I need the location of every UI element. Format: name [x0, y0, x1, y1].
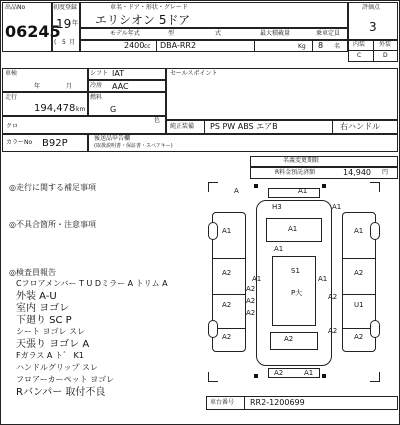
shift-value: IAT	[112, 69, 125, 78]
damage-mark: A1	[354, 227, 364, 235]
chassis-value: RR2-1200699	[250, 398, 305, 407]
model-label: 型	[168, 30, 175, 37]
reg-year: 19	[56, 17, 72, 31]
damage-mark: A2	[222, 269, 232, 277]
handle-value: 右ハンドル	[340, 122, 380, 131]
inspection-year: 年	[34, 83, 41, 90]
report-line: Rバンパー 取付不良	[16, 387, 106, 398]
shift-label: シフト	[90, 70, 109, 77]
load-unit: Kg	[298, 43, 306, 50]
damage-mark: A2	[328, 293, 338, 301]
seats-label: 乗車定員	[316, 30, 341, 37]
recycle-cell	[250, 167, 398, 179]
damage-mark: A2	[246, 285, 256, 293]
exterior-grade: D	[383, 52, 388, 59]
score-value: 3	[369, 20, 377, 34]
name-change-label: 名義変更期限	[283, 157, 320, 164]
marker-dot	[322, 184, 326, 188]
lot-label: 出品No	[5, 4, 26, 11]
damage-mark: A1	[332, 203, 342, 211]
report-line: ハンドルグリップ スレ	[16, 363, 99, 372]
damage-mark: A1	[222, 227, 232, 235]
displacement: 2400	[124, 41, 145, 50]
car-diagram	[208, 182, 380, 382]
seats: 8	[318, 41, 324, 50]
report-line: Fガラス A ト゛ K1	[16, 351, 84, 360]
wheel-icon	[208, 320, 218, 338]
damage-mark: A	[234, 187, 239, 195]
supplement-title: ◎走行に関する補足事項	[9, 183, 96, 192]
damage-mark: S1	[291, 267, 300, 275]
chassis-label: 車台番号	[210, 399, 235, 406]
front-bumper	[268, 188, 320, 198]
recycle-unit: 円	[382, 169, 389, 176]
equipment-label: 純正装備	[170, 123, 195, 130]
reg-month-unit: 月	[69, 39, 76, 46]
seats-unit: 名	[334, 43, 341, 50]
marker-dot	[254, 374, 258, 378]
report-line: 下廻り SC P	[16, 315, 72, 326]
ac-value: AAC	[112, 82, 129, 91]
fuel-label: 燃料	[90, 94, 103, 101]
marker-dot	[254, 184, 258, 188]
equipment-value: PS PW ABS エアB	[210, 122, 278, 131]
reg-month: 5	[62, 39, 66, 46]
lot-number: 06245	[5, 22, 61, 41]
color-code-label: カラーNo	[6, 139, 33, 146]
score-label: 評価点	[362, 4, 381, 11]
recycle-value: 14,940	[343, 168, 371, 177]
model-type-label: モデル年式	[110, 30, 140, 37]
mileage-unit: km	[76, 106, 86, 113]
damage-mark: U1	[354, 301, 364, 309]
displacement-unit: cc	[144, 43, 151, 50]
name-change-cell	[250, 156, 398, 167]
first-reg-label: 初度登録	[53, 4, 78, 11]
color-value: クロ	[6, 123, 19, 130]
color-cell	[2, 116, 166, 134]
wheel-icon	[208, 222, 218, 240]
damage-mark: A2	[246, 297, 256, 305]
damage-mark: A2	[354, 269, 364, 277]
damage-mark: A1	[298, 187, 308, 195]
damage-mark: A1	[274, 245, 284, 253]
max-load-label: 最大積載量	[260, 30, 291, 37]
damage-mark: A1	[318, 275, 328, 283]
type-label: 式	[215, 30, 222, 37]
wheel-icon	[370, 222, 380, 240]
color-code: B92P	[42, 138, 68, 149]
exterior-label: 外装	[379, 41, 392, 48]
inspection-title: ◎検査員報告	[9, 268, 56, 277]
report-line: 室内 ヨゴレ	[16, 303, 70, 314]
mileage-label: 走行	[5, 94, 18, 101]
rear-label-1: 後送品申告欄	[94, 135, 131, 142]
damage-mark: A1	[288, 225, 298, 233]
damage-mark: A1	[304, 369, 314, 377]
fuel-value: G	[110, 105, 117, 114]
interior-grade: C	[357, 52, 362, 59]
damage-mark: P大	[291, 289, 303, 297]
report-line: 天張り ヨゴレ A	[16, 339, 90, 350]
defect-title: ◎不具合箇所・注意事項	[9, 220, 96, 229]
reg-year-unit: 年	[72, 20, 79, 27]
recycle-label: R料金預託済額	[275, 169, 316, 176]
report-line: Cフロアメンバー T U Dミラー A トリム A	[16, 279, 168, 288]
damage-mark: H3	[272, 203, 282, 211]
rear-glass	[270, 332, 318, 350]
rear-label-2: (取扱説明書・保証書・スペアキー)	[94, 143, 173, 149]
color-area-label: 色	[154, 117, 161, 124]
car-name: エリシオン 5ドア	[95, 13, 191, 27]
damage-mark: A2	[222, 301, 232, 309]
damage-mark: A2	[222, 333, 232, 341]
damage-mark: A2	[274, 369, 284, 377]
damage-mark: A2	[328, 327, 338, 335]
wheel-icon	[370, 320, 380, 338]
damage-mark: A2	[246, 309, 256, 317]
damage-mark: A1	[252, 275, 262, 283]
inspection-month: 月	[66, 83, 73, 90]
reg-month-open: (	[54, 39, 57, 46]
damage-mark: A2	[284, 335, 294, 343]
model-value-row	[80, 40, 348, 52]
ac-label: 冷房	[90, 82, 103, 89]
mileage-value: 194,478	[34, 103, 76, 114]
model-header: 車名・ドア・形状・グレード	[110, 4, 188, 11]
report-line: フロアーカーペット ヨゴレ	[16, 375, 115, 384]
marker-dot	[322, 374, 326, 378]
model-code: DBA-RR2	[160, 41, 197, 50]
report-line: 外装 A-U	[16, 291, 57, 302]
sales-point-label: セールスポイント	[170, 70, 218, 77]
interior-label: 内装	[353, 41, 366, 48]
damage-mark: A2	[354, 333, 364, 341]
report-line: シート ヨゴレ スレ	[16, 327, 86, 336]
inspection-label: 車検	[5, 70, 18, 77]
